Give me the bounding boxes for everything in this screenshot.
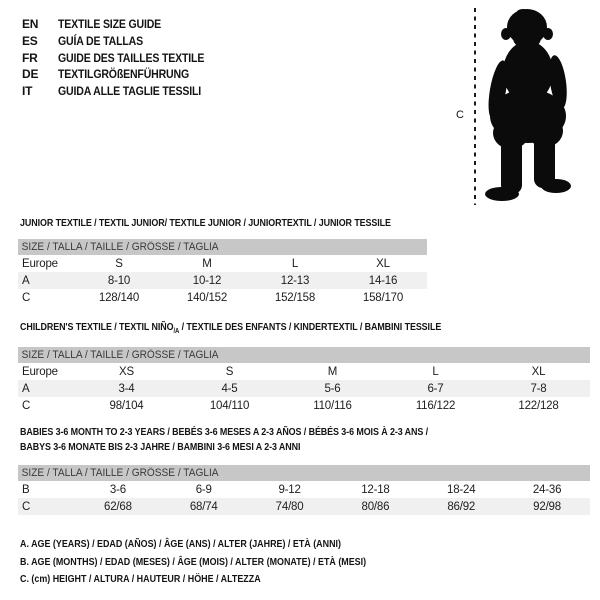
- section-title-line: [20, 440, 505, 455]
- size-cell: M: [202, 257, 212, 270]
- language-label: TEXTILE SIZE GUIDE: [58, 17, 162, 31]
- size-cell: 62/68: [75, 498, 161, 515]
- height-dashed-line: [474, 8, 476, 205]
- size-cell: 158/170: [362, 291, 404, 304]
- language-code: DE: [22, 67, 39, 82]
- section-junior-textile: [18, 217, 427, 306]
- size-cell: 152/158: [274, 291, 316, 304]
- language-code: FR: [22, 50, 38, 65]
- size-cell: 18-24: [447, 483, 476, 496]
- section-title-text: BABYS 3-6 MONATE BIS 2-3 JAHRE / BAMBINI 3-6 MESI A 2-3 ANNI: [20, 441, 301, 453]
- table-row: [18, 481, 590, 498]
- language-label: GUIDA ALLE TAGLIE TESSILI: [58, 84, 202, 99]
- size-cell: XS: [119, 365, 134, 378]
- row-label: C: [22, 291, 31, 304]
- size-cell: 98/104: [109, 399, 144, 412]
- section-title-line: [20, 321, 505, 338]
- size-cell: 128/140: [98, 291, 140, 304]
- section-title-text: CHILDREN'S TEXTILE / TEXTIL NIÑO: [20, 321, 174, 333]
- size-header-bar: [18, 465, 590, 481]
- size-cell: 68/74: [161, 498, 247, 515]
- language-label: GUÍA DE TALLAS: [58, 33, 143, 48]
- size-header-bar: [18, 347, 590, 363]
- row-label: Europe: [22, 257, 58, 270]
- footnotes: [20, 536, 427, 589]
- language-row: [22, 50, 224, 67]
- table-row: [18, 255, 427, 272]
- size-cell: XL: [531, 365, 546, 378]
- size-table: [18, 239, 427, 306]
- footnote-line: B. AGE (MONTHS) / EDAD (MESES) / ÂGE (MOIS) / ALTER (MONATE) / ETÀ (MESI): [20, 555, 367, 568]
- size-cell: 7-8: [487, 380, 590, 397]
- section-title: [20, 217, 427, 230]
- size-cell: 74/80: [247, 498, 333, 515]
- language-list: [22, 16, 224, 100]
- size-header-text: SIZE / TALLA / TAILLE / GRÖSSE / TAGLIA: [21, 349, 219, 362]
- row-label: B: [22, 483, 30, 496]
- section-title-line: [20, 425, 505, 440]
- language-row: [22, 83, 224, 100]
- size-cell: L: [432, 365, 439, 378]
- size-cell: 92/98: [504, 498, 590, 515]
- size-cell: 86/92: [418, 498, 504, 515]
- row-label: C: [22, 399, 31, 412]
- row-label: A: [18, 380, 75, 397]
- size-cell: 3-6: [109, 483, 126, 496]
- figure-area: [450, 5, 600, 215]
- height-measure-label: C: [456, 109, 464, 121]
- size-cell: 4-5: [178, 380, 281, 397]
- size-header-text: SIZE / TALLA / TAILLE / GRÖSSE / TAGLIA: [21, 467, 219, 479]
- footnote-line: A. AGE (YEARS) / EDAD (AÑOS) / ÂGE (ANS) / ALTER (JAHRE) / ETÀ (ANNI): [20, 538, 341, 550]
- size-header-bar: [18, 239, 427, 255]
- row-label: C: [18, 498, 75, 515]
- size-cell: 140/152: [186, 291, 228, 304]
- table-row: [18, 397, 590, 414]
- size-cell: 12-13: [251, 272, 339, 289]
- size-table: [18, 465, 590, 515]
- section-title-text: BABIES 3-6 MONTH TO 2-3 YEARS / BEBÉS 3-6 MESES A 2-3 AÑOS / BÉBÉS 3-6 MOIS À 2-3 ANS /: [20, 426, 429, 438]
- table-row: [18, 272, 427, 289]
- section-babies-textile: [18, 425, 590, 515]
- size-cell: L: [291, 257, 299, 270]
- section-title-line: [20, 217, 391, 230]
- size-header-text: SIZE / TALLA / TAILLE / GRÖSSE / TAGLIA: [21, 241, 219, 253]
- size-cell: 80/86: [332, 498, 418, 515]
- section-title: [20, 321, 590, 338]
- language-label: TEXTILGRÖßENFÜHRUNG: [58, 67, 190, 82]
- table-row: [18, 363, 590, 380]
- section-childrens-textile: [18, 321, 590, 414]
- size-cell: 12-18: [361, 483, 390, 496]
- size-cell: 8-10: [75, 272, 163, 289]
- section-title: [20, 425, 590, 455]
- row-label: A: [18, 272, 75, 289]
- table-row: [18, 380, 590, 397]
- size-cell: 9-12: [278, 483, 301, 496]
- size-cell: 3-4: [75, 380, 178, 397]
- size-cell: 122/128: [518, 399, 559, 412]
- section-title-text: / TEXTILE DES ENFANTS / KINDERTEXTIL / BAMBINI TESSILE: [179, 321, 442, 333]
- size-cell: 24-36: [532, 483, 562, 496]
- size-cell: S: [115, 257, 123, 270]
- size-cell: S: [225, 365, 234, 378]
- language-row: [22, 16, 224, 33]
- language-code: ES: [22, 33, 38, 48]
- table-row: [18, 498, 590, 515]
- footnote-line: C. (cm) HEIGHT / ALTURA / HAUTEUR / HÖHE / ALTEZZA: [20, 573, 261, 585]
- size-cell: 104/110: [209, 399, 250, 412]
- size-cell: 110/116: [313, 399, 352, 412]
- size-cell: 6-9: [195, 483, 212, 496]
- section-title-text: /A: [173, 328, 180, 336]
- size-cell: 5-6: [281, 380, 384, 397]
- section-title-text: JUNIOR TEXTILE / TEXTIL JUNIOR/ TEXTILE JUNIOR / JUNIORTEXTIL / JUNIOR TESSILE: [20, 217, 391, 229]
- language-row: [22, 66, 224, 83]
- size-cell: 116/122: [415, 399, 456, 412]
- language-code: IT: [22, 84, 33, 99]
- table-row: [18, 289, 427, 306]
- row-label: Europe: [22, 365, 58, 378]
- language-label: GUIDE DES TAILLES TEXTILE: [58, 50, 205, 65]
- size-cell: 6-7: [384, 380, 487, 397]
- toddler-silhouette-icon: [483, 8, 573, 208]
- size-cell: 10-12: [163, 272, 251, 289]
- language-code: EN: [22, 17, 39, 31]
- size-cell: M: [327, 365, 338, 378]
- size-cell: XL: [376, 257, 390, 270]
- language-row: [22, 33, 224, 50]
- size-cell: 14-16: [339, 272, 427, 289]
- size-table: [18, 347, 590, 414]
